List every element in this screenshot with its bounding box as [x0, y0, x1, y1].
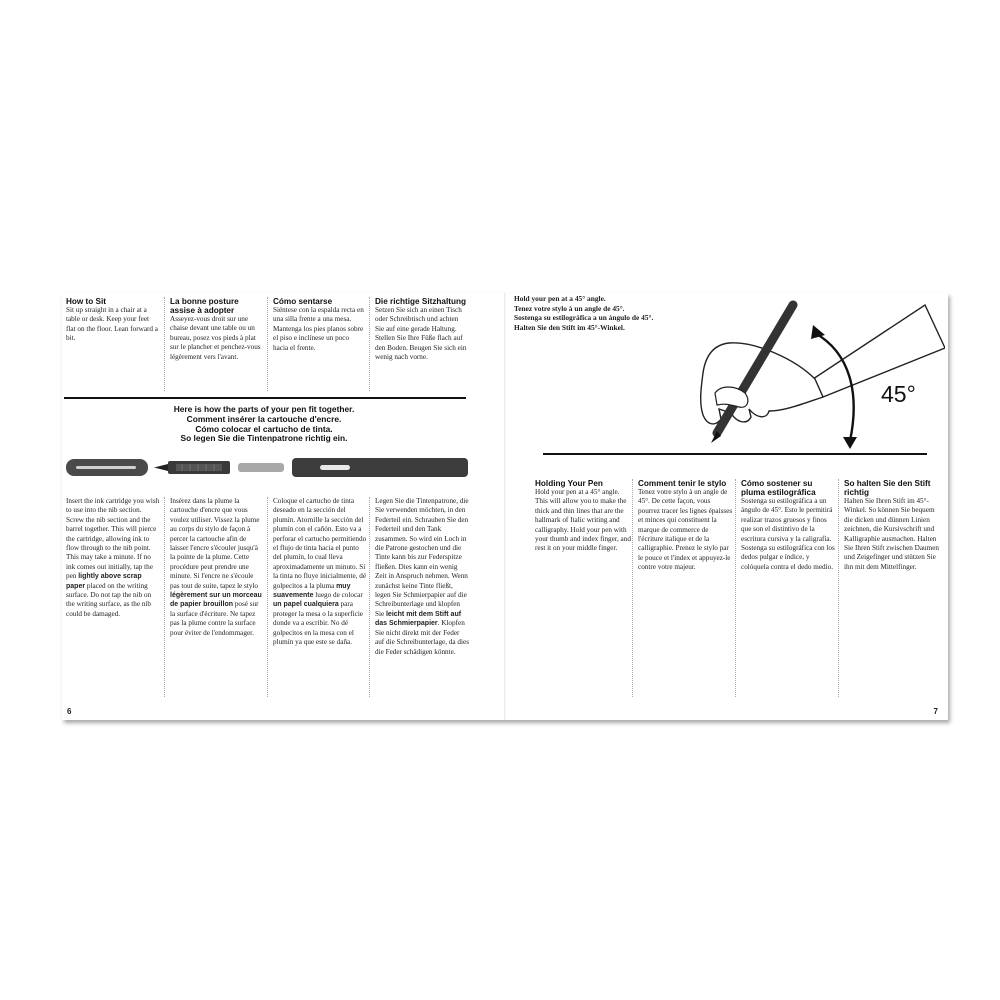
instruction-text: Legen Sie die Tintenpatrone, die Sie verwenden möchten, in den Federteil ein. Schrauben Sie den Federteil und den Tank zusammen. So wird ein Loch in die Patrone gestochen und die Tinte kann bis zur Federspitze fließen. Dies kann ein wenig Zeit in Anspruch nehmen. Wenn zunächst keine Tinte fließt, legen Sie Schmierpapier auf die Schreibunterlage und klopfen Sie	[375, 497, 469, 618]
instructions-column-de	[375, 497, 469, 657]
instruction-text: placed on the writing surface. Do not tap the nib on the writing surface, as the nib could be damaged.	[66, 581, 152, 618]
angle-line: Hold your pen at a 45° angle.	[514, 294, 606, 303]
column-divider	[838, 479, 839, 697]
instructions-column-fr	[170, 497, 264, 638]
sit-column-es	[273, 297, 365, 353]
nib-section-illustration	[154, 461, 230, 474]
column-heading: How to Sit	[66, 297, 107, 306]
heading-line: Cómo colocar el cartucho de tinta.	[195, 423, 333, 434]
instruction-text: Insert the ink cartridge you wish to use into the nib section. Screw the nib section and the barrel together. This will pierce the cartridge, allowing ink to flow through to the nib point. This may take a minute. If no ink comes out initially, tap the pen	[66, 497, 160, 581]
column-text: Sostenga su estilográfica a un ángulo de 45°. Esto le permitirá realizar trazos gruesos y finos que son el distintivo de la escritura cursiva y la caligrafía. Sostenga su estilográfica con los dedos pulgar e índice, y colóquela contra el dedo medio.	[741, 497, 835, 571]
column-heading: Cómo sostener su pluma estilográfica	[741, 479, 816, 497]
instructions-column-en	[66, 497, 160, 619]
column-divider	[632, 479, 633, 697]
angle-label: 45°	[881, 381, 916, 407]
column-text: Siéntese con la espalda recta en una silla frente a una mesa. Mantenga los pies planos sobre el piso e inclínese un poco hacia el frente.	[273, 306, 364, 352]
heading-line: Here is how the parts of your pen fit together.	[173, 404, 355, 414]
holding-column-en	[535, 479, 631, 554]
sit-column-en	[66, 297, 158, 344]
column-text: Tenez votre stylo à un angle de 45°. De cette façon, vous pourrez tracer les lignes épaisses et minces qui constituent la marque de commerce de l'écriture italique et de la calligraphie. Prenez le stylo par le pouce et l'index et appuyez-le contre votre majeur.	[638, 488, 733, 572]
baseline-rule	[543, 453, 927, 455]
heading-line: So legen Sie die Tintenpatrone richtig ein.	[180, 433, 348, 444]
instruction-bold: légèrement sur un morceau de papier brouillon	[170, 592, 262, 609]
page-number-right: 7	[933, 707, 938, 716]
instruction-text: para proteger la mesa o la superficie donde va a escribir. No dé golpecitos en la mesa con el plumín ya que este se daña.	[273, 600, 364, 647]
holding-column-de	[844, 479, 940, 572]
column-divider	[164, 297, 165, 391]
angle-line: Halten Sie den Stift im 45°-Winkel.	[514, 322, 625, 332]
right-page	[505, 293, 948, 720]
ink-cartridge-illustration	[238, 463, 284, 472]
angle-instruction	[514, 294, 653, 332]
pen-cap-illustration	[66, 459, 148, 476]
pen-barrel-illustration	[292, 458, 468, 477]
column-divider	[267, 297, 268, 391]
column-text: Asseyez-vous droit sur une chaise devant une table ou un bureau, posez vos pieds à plat sur le plancher et penchez-vous légèrement vers l'avant.	[170, 315, 261, 361]
column-divider	[369, 297, 370, 391]
angle-line: Tenez votre stylo à un angle de 45°.	[514, 303, 625, 313]
pen-assembly-heading	[62, 405, 466, 444]
column-heading: Die richtige Sitzhaltung	[375, 297, 466, 306]
instruction-bold: muy suavemente	[273, 582, 351, 600]
instruction-text: luego de colocar	[313, 591, 363, 600]
pen-parts-illustration	[64, 455, 470, 481]
instruction-text: Insérez dans la plume la cartouche d'encre que vous voulez utiliser. Vissez la plume au corps du stylo de façon à percer la cartouche afin de laisser l'encre s'écouler jusqu'à la pointe de la plume. Cette procédure peut prendre une minute. Si l'encre ne s'écoule pas tout de suite, tapez le stylo	[170, 497, 260, 590]
column-heading: La bonne posture assise à adopter	[170, 297, 239, 315]
column-text: Hold your pen at a 45° angle. This will allow you to make the thick and thin lines that are the hallmark of Italic writing and calligraphy. Hold your pen with your thumb and index finger, and rest it on your middle finger.	[535, 488, 631, 553]
hand-holding-pen-illustration	[645, 293, 945, 453]
forearm-outline	[813, 305, 945, 397]
instructions-column-es	[273, 497, 367, 648]
holding-column-es	[741, 479, 837, 572]
sit-column-fr	[170, 297, 262, 362]
column-heading: Holding Your Pen	[535, 479, 603, 488]
column-text: Setzen Sie sich an einen Tisch oder Schreibtisch und achten Sie auf eine gerade Haltung. Stellen Sie Ihre Füße flach auf den Boden. Beugen Sie sich ein wenig nach vorne.	[375, 306, 467, 362]
instruction-text: Coloque el cartucho de tinta deseado en la sección del plumín. Atornille la sección del plumín con el cañón. Esto va a perforar el cartucho permitiendo el flujo de tinta hacia el punto del plumín, lo cual lleva aproximadamente un minuto. Si la tinta no fluye inicialmente, dé golpecitos a la pluma	[273, 497, 367, 590]
arc-arrowhead-bottom	[843, 437, 857, 449]
instruction-bold: leicht mit dem Stift auf das Schmierpapier	[375, 610, 462, 628]
column-heading: Cómo sentarse	[273, 297, 333, 306]
angle-line: Sostenga su estilográfica a un ángulo de 45°.	[514, 313, 654, 323]
column-divider	[735, 479, 736, 697]
column-divider	[164, 497, 165, 697]
column-heading: Comment tenir le stylo	[638, 479, 727, 488]
column-text: Sit up straight in a chair at a table or desk. Keep your feet flat on the floor. Lean forward a bit.	[66, 306, 159, 343]
book-spread	[62, 293, 948, 720]
column-heading: So halten Sie den Stift richtig	[844, 479, 931, 497]
instruction-text: posé sur la surface d'écriture. Ne tapez pas la plume contre la surface pour éviter de l'endommager.	[170, 600, 259, 637]
holding-column-fr	[638, 479, 734, 573]
page-number-left: 6	[67, 707, 72, 716]
section-rule	[64, 397, 466, 399]
left-page	[62, 293, 505, 720]
heading-line: Comment insérer la cartouche d'encre.	[186, 413, 342, 424]
sit-column-de	[375, 297, 467, 362]
column-divider	[267, 497, 268, 697]
column-divider	[369, 497, 370, 697]
instruction-bold: lightly above scrap paper	[66, 573, 142, 590]
instruction-bold: un papel cualquiera	[273, 601, 339, 609]
column-text: Halten Sie Ihren Stift im 45°-Winkel. So können Sie bequem die dicken und dünnen Linien zeichnen, die Kursivschrift und Kalligraphie ausmachen. Halten Sie Ihren Stift zwischen Daumen und Zeigefinger und stützen Sie ihn mit dem Mittelfinger.	[844, 497, 940, 571]
instruction-text: . Klopfen Sie nicht direkt mit der Feder auf die Schreibunterlage, da dies die Feder schädigen könnte.	[375, 619, 469, 656]
